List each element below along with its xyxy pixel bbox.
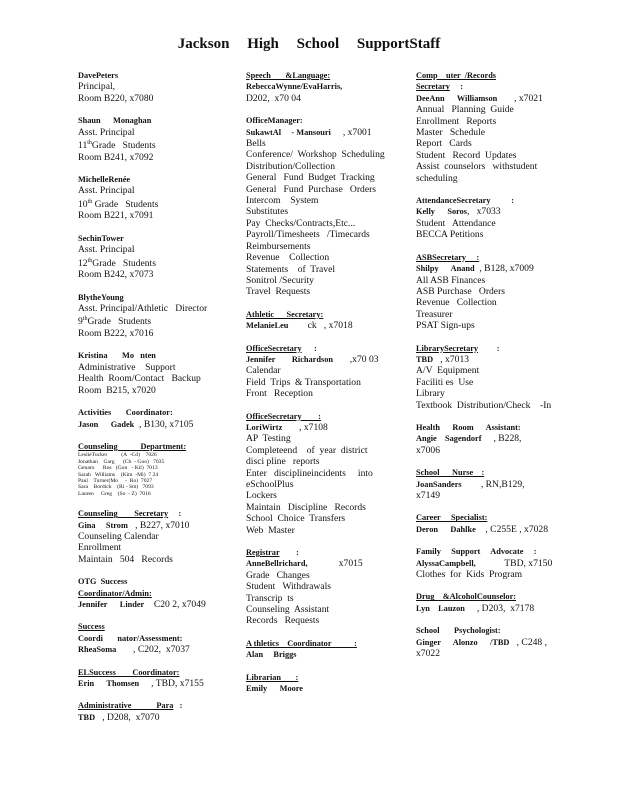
- page-title: Jackson High School SupportStaff: [177, 36, 441, 52]
- duty-line: x7149: [416, 490, 440, 501]
- grade-number: 11: [78, 140, 88, 152]
- staff-contact: , C248 ,: [509, 636, 548, 648]
- entry-heading: [78, 508, 238, 519]
- entry-heading-colon: :: [279, 548, 299, 558]
- staff-entry: [78, 233, 238, 281]
- duty-line: Treasurer: [416, 308, 453, 320]
- staff-contact: , TBD, x7155: [139, 678, 204, 690]
- staff-name: SechinTower: [78, 233, 124, 243]
- entry-heading-text: Librarian :: [246, 672, 299, 682]
- duty-line: scheduling: [416, 172, 458, 184]
- duty-line: Bells: [246, 138, 266, 150]
- duty-line: Payroll/Timesheets /Timecards: [246, 229, 370, 241]
- entry-heading: OfficeManager:: [246, 116, 303, 126]
- grade-suffix: th: [82, 316, 88, 323]
- grade-line: [78, 256, 238, 270]
- entry-heading-text: ELSuccess Coordinator:: [78, 667, 180, 677]
- staff-entry: [416, 422, 586, 456]
- entry-heading: [78, 700, 238, 711]
- staff-name-line: [78, 115, 238, 126]
- room-line: Room B241, x7092: [78, 151, 154, 163]
- staff-contact: , x7033: [467, 206, 501, 218]
- entry-heading: [246, 638, 408, 649]
- duty-line: Sonitrol /Security: [246, 274, 314, 286]
- duty-line: eSchoolPlus: [246, 479, 294, 490]
- entry-heading-2: [416, 81, 586, 92]
- staff-entry: [246, 343, 408, 400]
- entry-heading-text: LibrarySecretary: [416, 343, 479, 353]
- counselor-line: Genaro Ros (Gon - Kil) 7013: [78, 465, 158, 472]
- duty-line: Distribution/Collection: [246, 160, 336, 172]
- duty-line: Asst. Principal: [78, 185, 135, 197]
- duty-line: BECCA Petitions: [416, 229, 484, 241]
- entry-heading-colon: :: [478, 343, 500, 353]
- staff-contact: x7015: [307, 558, 363, 570]
- entry-heading: AttendanceSecretary :: [416, 196, 514, 206]
- staff-contact: ,x70 03: [332, 353, 379, 365]
- staff-name: BlytheYoung: [78, 292, 124, 302]
- duty-line: Administrative Support: [78, 361, 176, 373]
- duty-line: Front Reception: [246, 388, 313, 400]
- staff-contact: , D208, x7070: [95, 711, 160, 723]
- staff-name: AlyssaCampbell,: [416, 558, 476, 568]
- entry-heading-colon: :: [168, 509, 182, 519]
- duty-line: Annual Planning Guide: [416, 104, 514, 116]
- entry-heading: [246, 547, 408, 558]
- staff-name-line: [416, 433, 586, 444]
- staff-contact: , B227, x7010: [127, 519, 190, 531]
- staff-contact: C20 2, x7049: [144, 599, 206, 610]
- entry-heading-text: Career Specialist:: [416, 513, 488, 523]
- staff-name: Kelly Soros: [416, 207, 468, 217]
- duty-line: x7006: [416, 444, 440, 456]
- duty-line: Calendar: [246, 365, 281, 377]
- entry-heading: Family Support Advocate :: [416, 547, 537, 557]
- staff-name: Jason Gadek: [78, 419, 135, 429]
- grade-number: 10: [78, 199, 88, 211]
- duty-line: Asst. Principal: [78, 244, 135, 256]
- staff-entry: [246, 115, 408, 298]
- staff-name-line: [416, 263, 586, 274]
- grade-number: 12: [78, 257, 88, 269]
- entry-heading: [416, 512, 586, 523]
- duty-line: Lockers: [246, 490, 277, 502]
- grade-suffix: th: [87, 198, 93, 205]
- entry-heading-text: Success: [78, 622, 105, 632]
- staff-contact: , x7108: [282, 421, 328, 433]
- duty-line: PSAT Sign-ups: [416, 320, 475, 332]
- grade-suffix: th: [87, 140, 92, 147]
- entry-heading-text: OfficeSecretary :: [246, 411, 321, 421]
- counselor-line: Lauren Greg (So - Z) 7016: [78, 490, 151, 497]
- duty-line: Grade Changes: [246, 569, 310, 581]
- staff-name-line: [416, 354, 586, 365]
- duty-line: x7022: [416, 648, 440, 660]
- staff-entry: [416, 343, 586, 411]
- entry-heading-text: Registrar: [246, 548, 280, 558]
- entry-heading-2-text: Secretary: [416, 82, 450, 92]
- entry-heading: OTG Success: [78, 577, 128, 587]
- staff-contact: , x7001: [330, 126, 372, 138]
- duty-line: Asst. Principal: [78, 126, 135, 138]
- entry-heading-text: Speech &Language:: [246, 71, 331, 80]
- room-line: Room B221, x7091: [78, 210, 154, 222]
- staff-name: RheaSoma: [78, 645, 117, 655]
- staff-contact: , C255E , x7028: [475, 523, 549, 535]
- staff-name-line: [78, 174, 238, 185]
- duty-line: Reimbursements: [246, 240, 311, 252]
- staff-name-line: [416, 524, 586, 535]
- duty-line: Room B215, x7020: [78, 384, 156, 396]
- entry-heading: [246, 411, 408, 422]
- staff-name-line: [416, 479, 586, 490]
- staff-entry: [78, 70, 238, 104]
- room-line: Room B222, x7016: [78, 328, 154, 340]
- staff-entry: [78, 115, 238, 163]
- duty-line: Faciliti es Use: [416, 376, 474, 388]
- duty-line: Conference/ Workshop Scheduling: [246, 149, 385, 161]
- duty-line: Counseling Assistant: [246, 604, 330, 616]
- staff-contact: , RN,B129,: [461, 478, 525, 490]
- counselor-line: Paul Turner(Mo - Ro) 7027: [78, 477, 153, 484]
- grade-text: Grade Students: [91, 140, 156, 152]
- staff-name-line: [246, 683, 408, 694]
- staff-name-line: [246, 558, 408, 569]
- staff-entry: [246, 309, 408, 332]
- staff-entry: [246, 547, 408, 627]
- entry-heading-text: School Nurse :: [416, 468, 485, 478]
- staff-name: Jennifer Richardson: [246, 354, 333, 364]
- duty-line: All ASB Finances: [416, 274, 486, 286]
- entry-heading-text: Counseling Department:: [78, 441, 187, 451]
- entry-heading: [246, 672, 408, 683]
- grade-text: Grade Students: [92, 199, 159, 211]
- entry-heading: [416, 591, 586, 602]
- entry-heading-text: A thletics Coordinator :: [246, 638, 357, 648]
- entry-heading-text: Comp uter /Records: [416, 71, 497, 80]
- duty-line: Library: [416, 388, 445, 400]
- entry-heading-text: ASBSecretary :: [416, 252, 480, 262]
- grade-line: [78, 138, 238, 152]
- duty-line: Statements of Travel: [246, 263, 336, 275]
- staff-name: Angie Sagendorf: [416, 434, 482, 444]
- duty-line: Completeend of year district: [246, 444, 368, 456]
- staff-name-line: [246, 320, 408, 331]
- staff-name-line: [78, 419, 238, 430]
- duty-line: Clothes for Kids Program: [416, 569, 523, 581]
- staff-name: Lyn Lauzon: [416, 603, 465, 613]
- entry-heading: [416, 343, 586, 354]
- staff-entry: [246, 70, 408, 104]
- staff-entry: [416, 625, 586, 659]
- staff-contact: TBD, x7150: [475, 557, 553, 569]
- duty-line: Student Attendance: [416, 217, 496, 229]
- duty-line: Field Trips & Transportation: [246, 376, 361, 388]
- staff-name-line: [78, 70, 238, 81]
- entry-heading-2-text: Coordinator/Admin:: [78, 588, 152, 598]
- staff-entry: [246, 411, 408, 536]
- entry-heading-text: Administrative Para: [78, 701, 174, 711]
- duty-line: Room B220, x7080: [78, 92, 154, 104]
- duty-line: Maintain Discipline Records: [246, 501, 366, 513]
- duty-line: Student Record Updates: [416, 149, 517, 161]
- duty-line: AP Testing: [246, 433, 291, 445]
- staff-entry: [416, 546, 586, 580]
- duty-line: Assist counselors withstudent: [416, 161, 538, 173]
- duty-line: Revenue Collection: [246, 252, 330, 264]
- grade-line: [78, 314, 238, 328]
- staff-name: RebeccaWynne/EvaHarris,: [246, 82, 343, 92]
- staff-name: Emily Moore: [246, 684, 303, 694]
- staff-name: MichelleRenée: [78, 175, 131, 185]
- staff-name: Alan Briggs: [246, 650, 297, 660]
- staff-contact: ck , x7018: [288, 320, 353, 332]
- grade-suffix: th: [87, 257, 93, 264]
- staff-name-line: [78, 350, 238, 361]
- duty-line: Enrollment Reports: [416, 115, 497, 127]
- entry-heading: [78, 441, 238, 452]
- grade-text: Grade Students: [92, 257, 156, 269]
- entry-heading: [246, 343, 408, 354]
- duty-line: Health Room/Contact Backup: [78, 373, 201, 385]
- staff-contact: , x7021: [497, 92, 543, 104]
- duty-line: Student Withdrawals: [246, 581, 331, 593]
- duty-line: Maintain 504 Records: [78, 553, 173, 565]
- duty-line: General Fund Purchase Orders: [246, 183, 377, 195]
- staff-entry: [416, 70, 586, 184]
- entry-heading-colon: :: [301, 343, 317, 353]
- entry-heading-text: Drug &AlcoholCounselor:: [416, 592, 517, 602]
- duty-line: General Fund Budget Tracking: [246, 172, 375, 184]
- entry-heading-text: Counseling Secretary: [78, 509, 169, 519]
- counselor-line: LeslieTucker (A -Cd) 7026: [78, 452, 157, 459]
- duty-line: Intercom System: [246, 195, 319, 207]
- staff-entry: [78, 407, 238, 430]
- staff-name: Jennifer Linder: [78, 600, 145, 609]
- staff-name-line: [416, 603, 586, 614]
- staff-name: Shilpy Anand: [416, 264, 475, 274]
- duty-line: Pay Checks/Contracts,Etc...: [246, 217, 356, 229]
- staff-entry: [78, 621, 238, 655]
- staff-name: MelanieLeu: [246, 321, 289, 331]
- staff-name: Gina Strom: [78, 520, 128, 530]
- staff-name: AnneBellrichard,: [246, 559, 308, 569]
- duty-line: disci pline reports: [246, 456, 320, 468]
- staff-entry: [78, 508, 238, 565]
- staff-entry: [246, 638, 408, 661]
- duty-line: Web Master: [246, 524, 295, 536]
- staff-name: DavePeters: [78, 71, 119, 80]
- staff-name: Shaun Monaghan: [78, 116, 152, 126]
- entry-heading: [78, 667, 238, 678]
- duty-line: Substitutes: [246, 206, 289, 218]
- duty-line: Master Schedule: [416, 127, 486, 139]
- counselor-line: Sara Bordick (Ri - Sm) 7093: [78, 484, 154, 491]
- room-line: Room B242, x7073: [78, 269, 154, 281]
- staff-contact: , B128, x7009: [474, 263, 534, 275]
- staff-entry: [78, 667, 238, 690]
- staff-name-line: [246, 422, 408, 433]
- duty-line: Principal,: [78, 81, 116, 93]
- counselor-line: Jonathan Garg (Ch - Goo) 7035: [78, 458, 165, 465]
- entry-heading-text: OfficeSecretary: [246, 343, 302, 353]
- staff-contact: , D203, x7178: [464, 602, 535, 614]
- column-left: [78, 70, 238, 734]
- staff-entry: [78, 174, 238, 222]
- staff-entry: [78, 576, 238, 610]
- staff-name-line: [246, 127, 408, 138]
- staff-name-line: [78, 520, 238, 531]
- staff-contact: , B228,: [481, 433, 522, 445]
- duty-line: Revenue Collection: [416, 297, 497, 309]
- staff-entry: [416, 467, 586, 501]
- duty-line: Transcrip ts: [246, 592, 294, 604]
- entry-heading-2-colon: :: [449, 82, 464, 92]
- staff-name: JoanSanders: [416, 479, 462, 489]
- staff-name: DeeAnn Williamson: [416, 93, 498, 103]
- staff-entry: [246, 672, 408, 695]
- grade-line: [78, 197, 238, 211]
- staff-name-line: [78, 599, 238, 610]
- staff-contact: , x7013: [433, 353, 470, 365]
- staff-name-line: [78, 678, 238, 689]
- staff-entry: [416, 252, 586, 332]
- entry-heading: [246, 309, 408, 320]
- staff-entry: [78, 350, 238, 396]
- staff-name-line: [416, 93, 586, 104]
- staff-entry: [416, 512, 586, 535]
- counselor-line: Sarah Williams (Kim -Mi) 7 24: [78, 471, 159, 478]
- staff-name-line: [416, 558, 586, 569]
- duty-line: Records Requests: [246, 615, 320, 627]
- entry-heading: [416, 252, 586, 263]
- grade-number: 9: [78, 316, 83, 328]
- entry-heading-text: Athletic Secretary:: [246, 309, 324, 319]
- staff-contact: , B130, x7105: [134, 418, 194, 430]
- grade-text: Grade Students: [87, 316, 152, 328]
- staff-name: TBD: [416, 354, 434, 364]
- staff-entry: [416, 591, 586, 614]
- staff-name-line: [78, 233, 238, 244]
- duty-line: Enrollment: [78, 542, 122, 554]
- duty-line: ASB Purchase Orders: [416, 285, 505, 297]
- staff-entry: [416, 195, 586, 241]
- staff-entry: [78, 700, 238, 723]
- column-middle: [246, 70, 408, 706]
- duty-line: Travel Requests: [246, 286, 311, 298]
- staff-entry: [78, 441, 238, 497]
- duty-line: Report Cards: [416, 138, 472, 150]
- duty-line: A/V Equipment: [416, 365, 480, 377]
- staff-name-line: [78, 644, 238, 655]
- duty-line: Enter disciplineincidents into: [246, 467, 373, 479]
- staff-name: Ginger Alonzo /TBD: [416, 637, 510, 647]
- duty-line: Asst. Principal/Athletic Director: [78, 303, 208, 315]
- entry-heading: Activities Coordinator:: [78, 408, 173, 418]
- staff-name: Deron Dahlke: [416, 524, 476, 534]
- column-right: [416, 70, 586, 670]
- staff-name-line: [246, 649, 408, 660]
- entry-heading: [246, 70, 408, 81]
- entry-heading: School Psychologist:: [416, 626, 501, 636]
- entry-heading: [78, 621, 238, 632]
- duty-line: School Choice Transfers: [246, 513, 346, 525]
- staff-name-line: [246, 81, 408, 92]
- entry-heading: Health Room Assistant:: [416, 422, 521, 432]
- duty-line: Counseling Calendar: [78, 530, 159, 542]
- staff-name: SukawtAl - Mansouri: [246, 127, 331, 137]
- duty-line: D202, x70 04: [246, 92, 301, 104]
- staff-name-line: [246, 354, 408, 365]
- entry-heading: [416, 467, 586, 478]
- staff-contact: , C202, x7037: [116, 644, 190, 656]
- staff-name: Erin Thomsen: [78, 679, 140, 689]
- duty-line: Textbook Distribution/Check -In: [416, 399, 552, 411]
- staff-name: TBD: [78, 712, 96, 722]
- entry-heading-2: Coordi nator/Assessment:: [78, 633, 183, 643]
- staff-name-line: [416, 206, 586, 217]
- staff-name-line: [78, 712, 238, 723]
- entry-heading: [416, 70, 586, 81]
- staff-name: Kristina Mo nten: [78, 351, 156, 361]
- staff-name: LoriWirtz: [246, 422, 283, 432]
- entry-heading-colon: :: [173, 701, 183, 711]
- staff-name-line: [78, 292, 238, 303]
- staff-entry: [78, 292, 238, 340]
- entry-heading-2: [78, 588, 238, 599]
- staff-name-line: [416, 637, 586, 648]
